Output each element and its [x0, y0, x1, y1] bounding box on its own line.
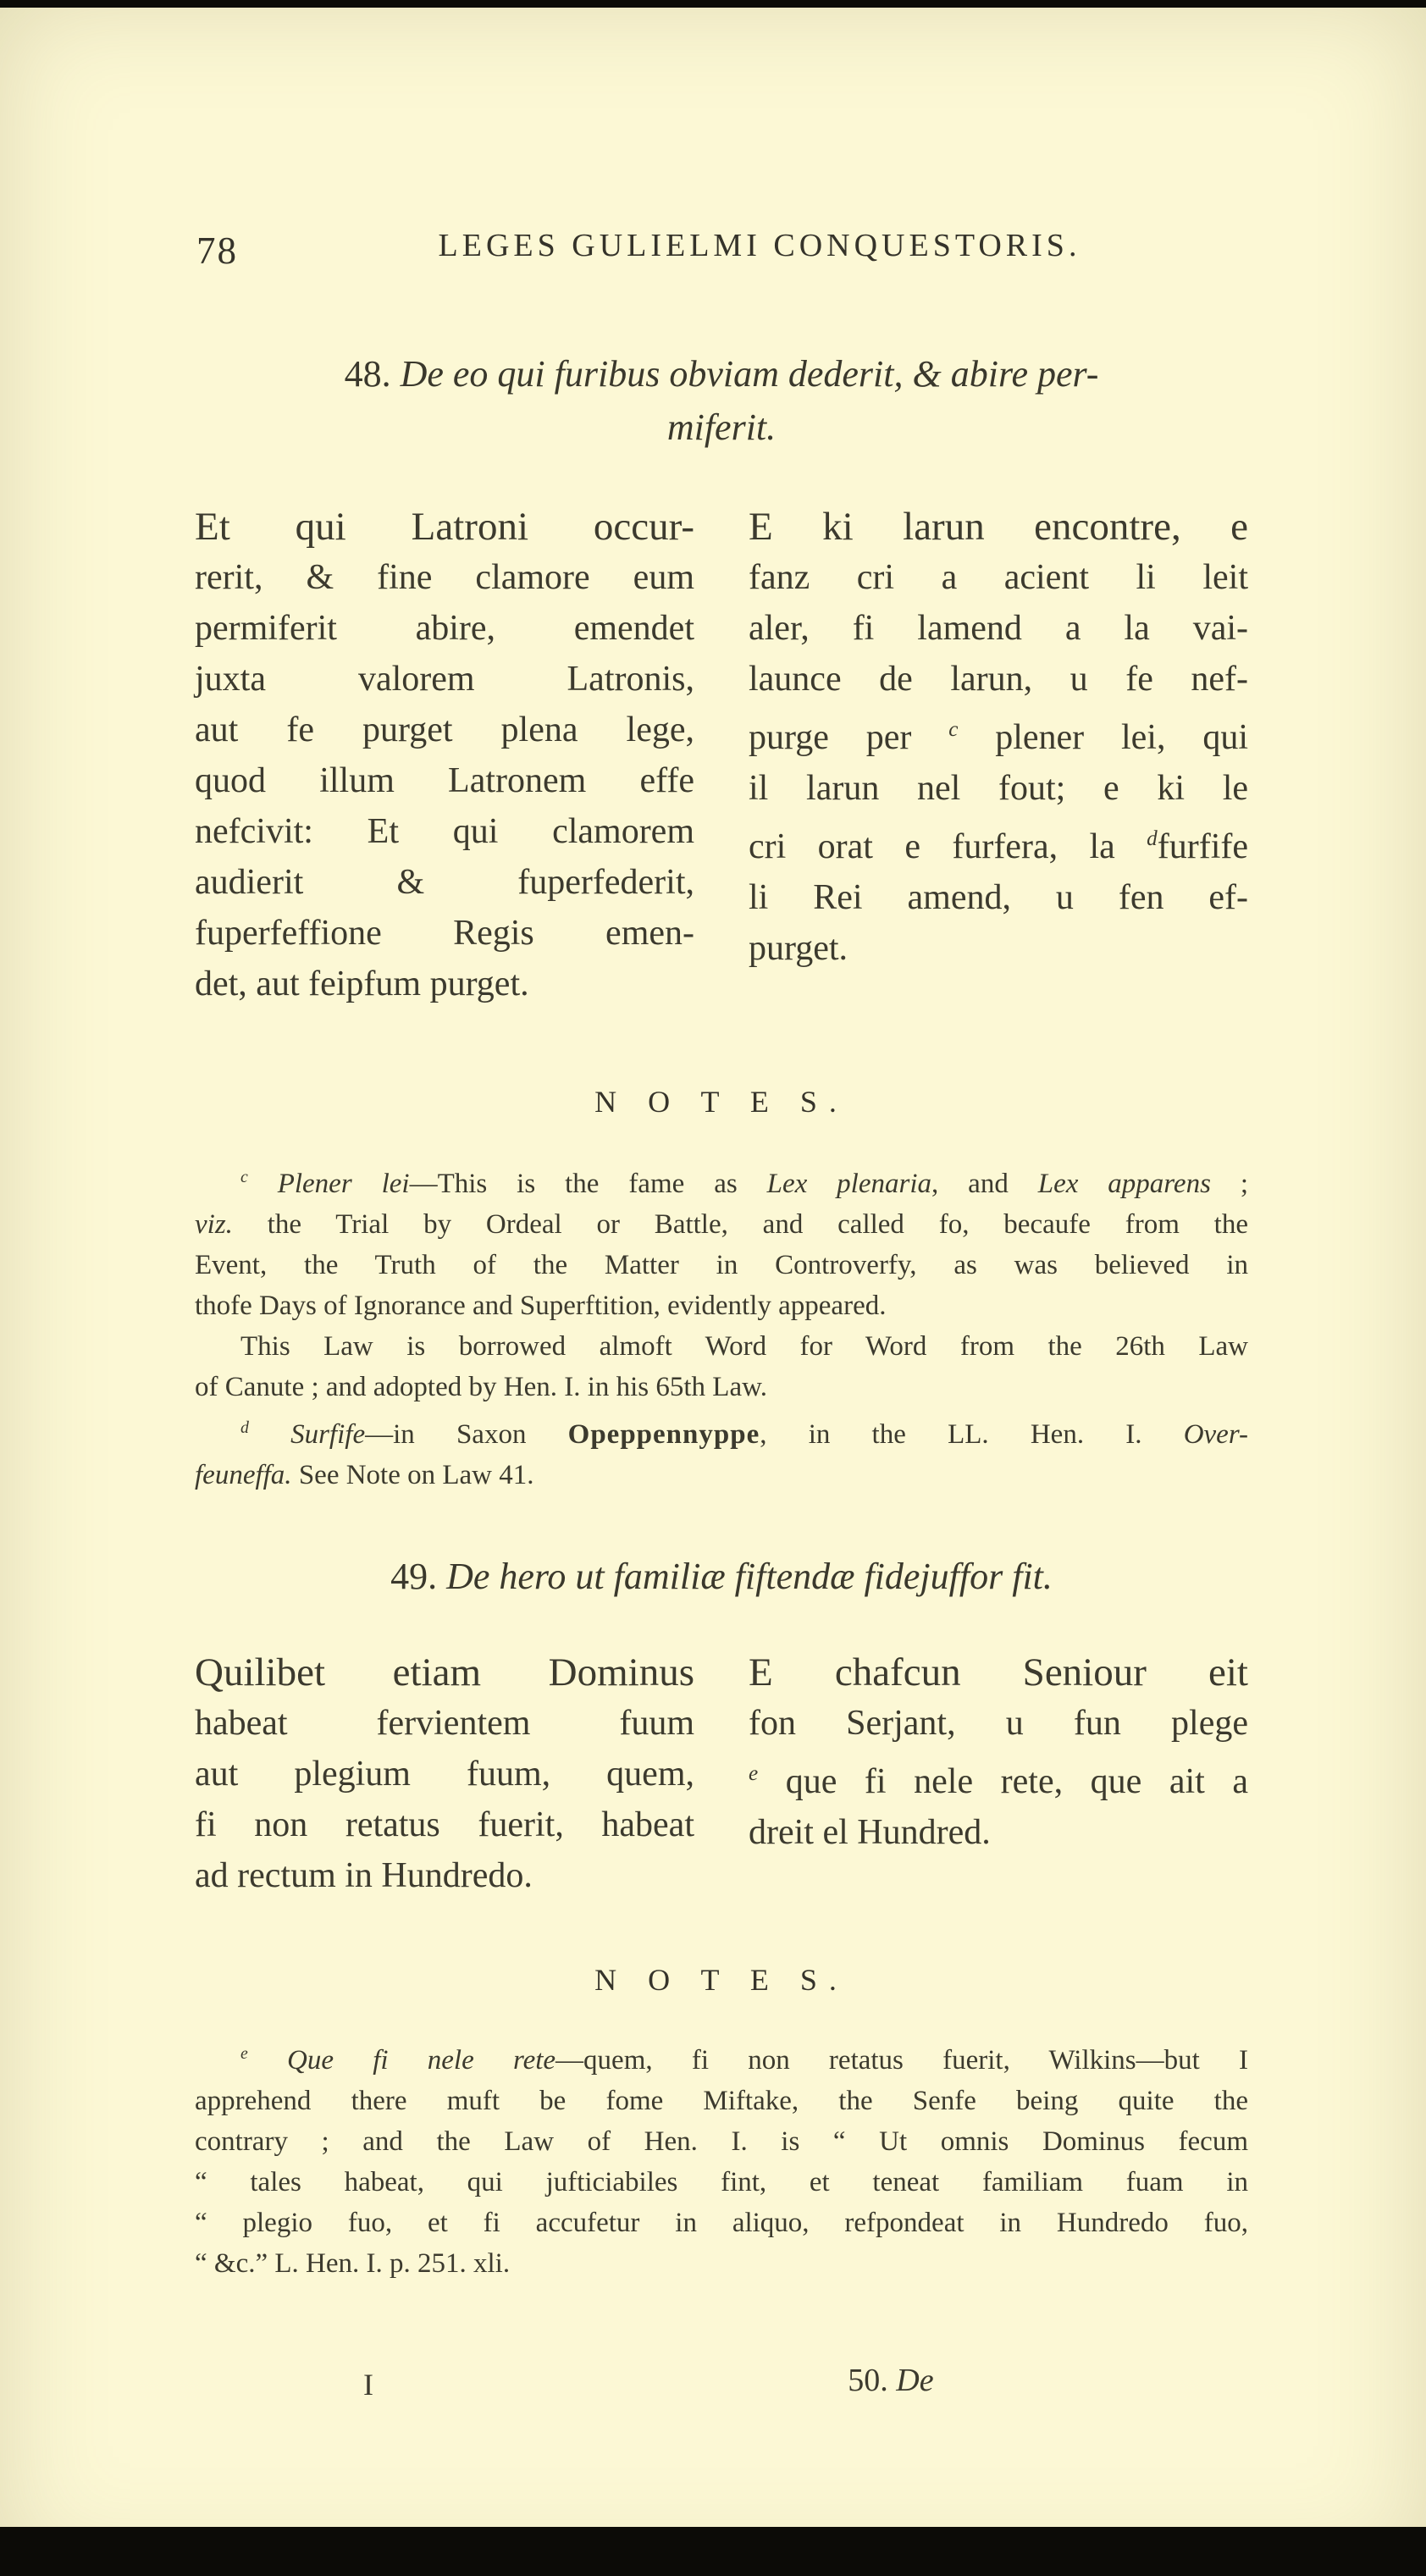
text-line: dreit el Hundred.	[749, 1813, 991, 1852]
running-title: LEGES GULIELMI CONQUESTORIS.	[438, 228, 1081, 263]
text-line: “ &c.” L. Hen. I. p. 251. xli.	[195, 2248, 511, 2279]
text-line: contrary ; and the Law of Hen. I. is “ Ut omnis Dominus fecum	[195, 2126, 1248, 2157]
text-line: E ki larun encontre, e	[749, 505, 1248, 549]
note-e-paragraph	[195, 2033, 1248, 2284]
text-line: of Canute ; and adopted by Hen. I. in his 65th Law.	[195, 1372, 768, 1402]
text-line: E chafcun Seniour eit	[749, 1650, 1248, 1694]
text-line: viz. the Trial by Ordeal or Battle, and called fo, becaufe from the	[195, 1209, 1248, 1240]
text-line: det, aut feipfum purget.	[195, 965, 529, 1003]
text-line: Event, the Truth of the Matter in Controverfy, as was believed in	[195, 1250, 1248, 1280]
text-line: $^d$ Surfife—in Saxon Opeppennyppe, in the LL. Hen. I. Over-	[240, 1418, 1248, 1450]
text-line: $^c$ Plener lei—This is the fame as Lex plenaria, and Lex apparens ;	[240, 1168, 1248, 1199]
text-line: ad rectum in Hundredo.	[195, 1856, 533, 1895]
text-line: launce de larun, u fe nef-	[749, 660, 1248, 699]
text-line: miferit.	[666, 406, 777, 448]
page-number: 78	[196, 229, 238, 272]
section-48-notes	[195, 1157, 1248, 1495]
page-header	[195, 227, 1248, 276]
text-line: audierit & fuperfederit,	[195, 863, 694, 902]
text-line: Et qui Latroni occur-	[195, 505, 694, 549]
section-48-columns	[195, 501, 1248, 1009]
text-line: fi non retatus fuerit, habeat	[195, 1805, 694, 1844]
page-content	[195, 0, 1248, 2413]
page-footer	[195, 2362, 1248, 2413]
section-48-latin-column	[195, 501, 694, 1009]
text-line: 50. De	[848, 2363, 934, 2398]
text-line: $^e$ Que fi nele rete—quem, fi non retatus fuerit, Wilkins—but I	[240, 2044, 1249, 2076]
text-line: thofe Days of Ignorance and Superftition, evidently appeared.	[195, 1291, 887, 1321]
text-line: “ plegio fuo, et fi accufetur in aliquo, refpondeat in Hundredo fuo,	[195, 2208, 1248, 2238]
text-line: juxta valorem Latronis,	[195, 660, 694, 699]
text-line: feuneffa. See Note on Law 41.	[195, 1460, 534, 1490]
note-c-paragraph-1	[195, 1157, 1248, 1326]
section-48-heading	[195, 347, 1248, 454]
text-line: li Rei amend, u fen ef-	[749, 878, 1248, 917]
text-line: rerit, & fine clamore eum	[195, 558, 694, 597]
scan-bottom-edge	[0, 2527, 1426, 2576]
catchword	[848, 2362, 933, 2399]
section-49-columns	[195, 1647, 1248, 1901]
text-line: quod illum Latronem effe	[195, 761, 694, 800]
text-line: fon Serjant, u fun plege	[749, 1704, 1248, 1743]
text-line: il larun nel fout; e ki le	[749, 769, 1248, 808]
text-line: habeat fervientem fuum	[195, 1704, 694, 1743]
note-d-paragraph	[195, 1407, 1248, 1495]
text-line: fuperfeffione Regis emen-	[195, 914, 694, 953]
text-line: Quilibet etiam Dominus	[195, 1650, 694, 1694]
text-line: aut plegium fuum, quem,	[195, 1755, 694, 1794]
signature-mark: I	[363, 2368, 374, 2402]
section-48-notes-heading: N O T E S.	[594, 1085, 848, 1119]
text-line: apprehend there muft be fome Miftake, the Senfe being quite the	[195, 2086, 1248, 2116]
text-line: “ tales habeat, qui jufticiabiles fint, et teneat familiam fuam in	[195, 2167, 1248, 2197]
text-line: aler, fi lamend a la vai-	[749, 609, 1248, 648]
text-line: purge per $^c$ plener lei, qui	[749, 718, 1248, 757]
text-line: $^e$ que fi nele rete, que ait a	[749, 1762, 1248, 1801]
section-48-french-column	[749, 501, 1248, 1009]
section-49-heading	[195, 1550, 1248, 1603]
section-49-latin-column	[195, 1647, 694, 1901]
text-line: purget.	[749, 929, 848, 968]
note-c-paragraph-2	[195, 1326, 1248, 1407]
section-49-notes	[195, 2033, 1248, 2284]
text-line: permiferit abire, emendet	[195, 609, 694, 648]
text-line: 48. De eo qui furibus obviam dederit, & abire per-	[344, 353, 1099, 395]
text-line: fanz cri a acient li leit	[749, 558, 1248, 597]
text-line: nefcivit: Et qui clamorem	[195, 812, 694, 851]
text-line: This Law is borrowed almoft Word for Word from the 26th Law	[240, 1331, 1248, 1362]
text-line: 49. De hero ut familiæ fiftendæ fidejuffor fit.	[390, 1556, 1053, 1597]
text-line: cri orat e furfera, la $^d$furfife	[749, 827, 1248, 866]
section-49-notes-heading: N O T E S.	[594, 1963, 848, 1997]
section-49-french-column	[749, 1647, 1248, 1901]
text-line: aut fe purget plena lege,	[195, 710, 694, 749]
